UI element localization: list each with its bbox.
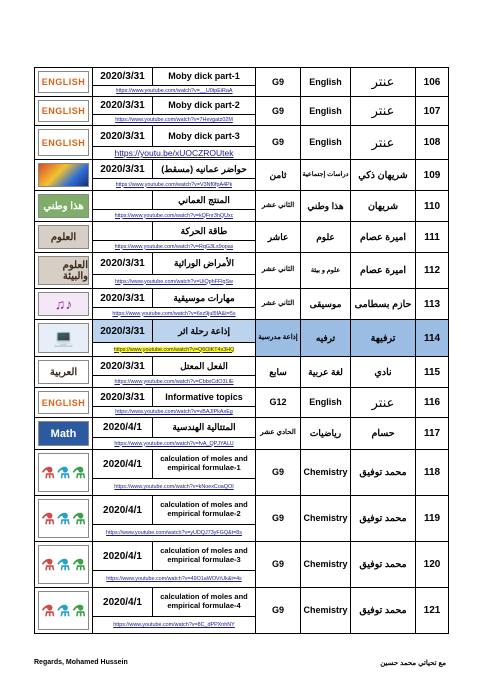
grade-label: الثاني عشر — [261, 299, 295, 307]
lesson-thumbnail — [35, 357, 93, 388]
lesson-title: المتتالية الهندسية — [172, 422, 236, 433]
lesson-thumbnail — [35, 97, 93, 126]
subject-label: Chemistry — [303, 467, 348, 478]
grade-label: G9 — [272, 559, 285, 570]
lesson-video-link[interactable]: https://www.youtube.com/watch?v=fvA_QPJYALU — [114, 440, 234, 447]
lesson-title: Moby dick part-2 — [168, 100, 240, 111]
teacher-name: محمد توفيق — [359, 467, 407, 478]
row-number: 117 — [423, 428, 441, 439]
subject-label: Chemistry — [303, 559, 348, 570]
subject-label: Chemistry — [303, 605, 348, 616]
row-number: 111 — [424, 231, 440, 243]
lesson-date: 2020/3/31 — [100, 130, 145, 142]
lesson-video-link[interactable]: https://youtu.be/xUOCZROUtek — [114, 148, 234, 158]
grade-label: إذاعة مدرسية — [258, 333, 298, 341]
lesson-title: حواضر عمانيه (مسقط) — [161, 163, 247, 174]
subject-logo-icon: العلوم والبيئة — [38, 256, 89, 285]
lesson-info-cell — [93, 68, 256, 97]
grade-label: G9 — [272, 513, 285, 524]
subject-logo-icon: هذا وطني — [38, 194, 89, 218]
teacher-name: عنتر — [371, 394, 395, 410]
lab-flasks-icon: ⚗ ⚗ ⚗ — [38, 499, 89, 538]
lesson-title: مهارات موسيقية — [173, 292, 235, 303]
lesson-date: 2020/3/31 — [100, 325, 145, 337]
teacher-name: محمد توفيق — [359, 513, 407, 524]
teacher-name: اميرة عصام — [359, 231, 407, 243]
grade-label: G9 — [272, 605, 285, 616]
table-row — [35, 68, 449, 97]
lesson-thumbnail — [35, 320, 93, 357]
table-row — [35, 320, 449, 357]
grade-label: ثامن — [269, 169, 287, 180]
lesson-date: 2020/3/31 — [100, 391, 145, 403]
lesson-video-link[interactable]: https://www.youtube.com/watch?v=CbbxCdO3LIE — [114, 378, 234, 385]
lesson-date: 2020/3/31 — [100, 360, 145, 372]
lesson-video-link[interactable]: https://www.youtube.com/watch?v=6xz9jul5fA&t=5s — [112, 310, 236, 317]
lesson-thumbnail — [35, 253, 93, 289]
lesson-video-link[interactable]: https://www.youtube.com/watch?v=yUDQJ73yFGQ&t=8s — [105, 530, 243, 536]
table-row — [35, 542, 449, 588]
teacher-name: عنتر — [371, 134, 395, 150]
teacher-name: نادي — [374, 366, 392, 378]
grade-label: G9 — [272, 137, 285, 148]
lesson-info-cell — [93, 418, 256, 450]
subject-label: English — [309, 105, 342, 116]
lesson-video-link[interactable]: https://www.youtube.com/watch?v=UiQphFFlqSw — [115, 278, 233, 285]
row-number: 109 — [423, 169, 441, 181]
lesson-info-cell — [93, 496, 256, 542]
grade-label: G9 — [272, 76, 285, 87]
lesson-date: 2020/3/31 — [100, 258, 145, 269]
table-row — [35, 388, 449, 418]
lesson-title: calculation of moles and empirical formulae-4 — [160, 592, 248, 610]
grade-label: الثاني عشر — [261, 201, 295, 209]
lesson-video-link[interactable]: https://www.youtube.com/watch?v=V3Nf0fpA4Pk — [115, 181, 233, 188]
lesson-info-cell — [93, 450, 256, 496]
grade-label: الثاني عشر — [261, 266, 295, 274]
lesson-video-link[interactable]: https://www.youtube.com/watch?v=__U0tpEiRaA — [115, 88, 233, 94]
teacher-name: حازم بسطامى — [354, 298, 412, 310]
row-number: 120 — [423, 559, 441, 570]
lesson-info-cell — [93, 126, 256, 160]
row-number: 118 — [423, 467, 441, 478]
table-row — [35, 357, 449, 388]
lesson-title: المنتج العماني — [178, 194, 230, 205]
lesson-date: 2020/4/1 — [103, 550, 142, 562]
teacher-name: محمد توفيق — [359, 559, 407, 570]
row-number: 119 — [423, 513, 441, 524]
grade-label: G9 — [272, 105, 285, 116]
table-row — [35, 496, 449, 542]
lesson-info-cell — [93, 542, 256, 588]
subject-label: ترفيه — [315, 332, 336, 343]
map-thumbnail-icon — [38, 163, 89, 187]
row-number: 108 — [423, 137, 441, 148]
row-number: 107 — [423, 105, 441, 117]
lesson-info-cell — [93, 191, 256, 222]
lesson-title: Informative topics — [165, 391, 243, 402]
row-number: 121 — [423, 605, 441, 616]
table-row — [35, 97, 449, 126]
teacher-name: عنتر — [371, 103, 395, 118]
subject-logo-icon: العربية — [38, 360, 89, 384]
lesson-date: 2020/4/1 — [103, 596, 142, 608]
table-row — [35, 289, 449, 320]
subject-label: دراسات إجتماعية — [302, 171, 349, 179]
teacher-name: شريهان ذكي — [358, 169, 408, 181]
footer-signature-ar: مع تحياتي محمد حسين — [380, 660, 446, 667]
lab-flasks-icon: ⚗ ⚗ ⚗ — [38, 545, 89, 584]
english-logo-icon: ENGLISH — [38, 71, 89, 93]
lesson-date: 2020/4/1 — [103, 458, 142, 470]
subject-label: موسيقى — [309, 298, 342, 309]
row-number: 116 — [423, 397, 441, 408]
table-row — [35, 418, 449, 450]
row-number: 110 — [423, 200, 441, 212]
lesson-info-cell — [93, 320, 256, 357]
teacher-name: اميرة عصام — [359, 265, 407, 276]
lesson-info-cell — [93, 357, 256, 388]
lesson-title: طاقة الحركة — [180, 225, 228, 236]
lesson-thumbnail — [35, 126, 93, 160]
lesson-video-link[interactable]: https://www.youtube.com/watch?v=vBAJIPkAxEg — [115, 409, 233, 415]
subject-label: English — [309, 137, 342, 148]
english-logo-icon: ENGLISH — [38, 100, 89, 122]
lessons-table — [34, 67, 449, 634]
lesson-title: calculation of moles and empirical formulae-3 — [160, 546, 248, 564]
lesson-video-link[interactable]: https://www.youtube.com/watch?v=kNoexCoaQOI — [114, 484, 234, 490]
table-row — [35, 222, 449, 253]
row-number: 112 — [423, 265, 441, 276]
lesson-video-link[interactable]: https://www.youtube.com/watch?v=7Hevgatz02M — [115, 117, 233, 123]
lesson-thumbnail — [35, 160, 93, 191]
lesson-video-link[interactable]: https://www.youtube.com/watch?v=Q6OiKT4x3HQ — [113, 346, 235, 353]
subject-label: هذا وطني — [307, 200, 344, 211]
math-logo-icon: Math — [38, 421, 89, 446]
computer-icon: 💻 — [38, 323, 89, 353]
subject-label: لغة عربية — [308, 366, 343, 377]
subject-label: English — [309, 76, 342, 87]
lesson-info-cell — [93, 253, 256, 289]
row-number: 113 — [423, 298, 441, 310]
grade-label: سابع — [269, 366, 287, 377]
english-logo-icon: ENGLISH — [38, 129, 89, 156]
lesson-thumbnail — [35, 191, 93, 222]
teacher-name: محمد توفيق — [359, 605, 407, 616]
lesson-title: الفعل المعتل — [180, 360, 228, 371]
table-row — [35, 450, 449, 496]
lesson-thumbnail — [35, 388, 93, 418]
lesson-date: 2020/4/1 — [103, 504, 142, 516]
lesson-video-link[interactable]: https://www.youtube.com/watch?v=49O1aWOVrUk&t=4s — [106, 576, 242, 582]
lesson-title: Moby dick part-1 — [168, 71, 240, 82]
lesson-thumbnail — [35, 588, 93, 634]
english-logo-icon: ENGLISH — [38, 391, 89, 414]
lesson-info-cell — [93, 388, 256, 418]
lesson-date: 2020/3/31 — [100, 71, 145, 82]
lesson-title: Moby dick part-3 — [168, 130, 240, 141]
row-number: 115 — [423, 366, 441, 378]
subject-label: Chemistry — [303, 513, 348, 524]
table-row — [35, 126, 449, 160]
lesson-info-cell — [93, 160, 256, 191]
subject-label: علوم — [316, 231, 335, 242]
lesson-title: calculation of moles and empirical formulae-1 — [160, 454, 248, 472]
subject-label: English — [309, 397, 342, 408]
lesson-info-cell — [93, 588, 256, 634]
teacher-name: شريهان — [367, 200, 399, 212]
grade-label: الحادي عشر — [260, 429, 296, 437]
table-row — [35, 160, 449, 191]
lesson-title: calculation of moles and empirical formulae-2 — [160, 500, 248, 518]
grade-label: G12 — [269, 397, 287, 408]
lesson-thumbnail — [35, 222, 93, 253]
subject-label: علوم و بيئة — [310, 266, 341, 274]
lesson-thumbnail — [35, 68, 93, 97]
lesson-title: الأمراض الوراثية — [173, 258, 235, 269]
lesson-date: 2020/3/31 — [100, 292, 145, 304]
lesson-video-link[interactable]: https://www.youtube.com/watch?v=kQFnr3hQUxc — [114, 212, 234, 219]
row-number: 106 — [423, 76, 441, 88]
grade-label: G9 — [272, 467, 285, 478]
subject-label: رياضيات — [309, 428, 342, 439]
lesson-thumbnail — [35, 289, 93, 320]
lesson-title: إذاعة رحلة اثر — [178, 325, 230, 336]
lesson-info-cell — [93, 97, 256, 126]
table-row — [35, 588, 449, 634]
footer-signature-en: Regards, Mohamed Hussein — [34, 659, 128, 666]
grade-label: عاشر — [267, 231, 289, 242]
lesson-thumbnail — [35, 542, 93, 588]
lab-flasks-icon: ⚗ ⚗ ⚗ — [38, 591, 89, 630]
teacher-name: ترفيهة — [370, 332, 396, 344]
lab-flasks-icon: ⚗ ⚗ ⚗ — [38, 453, 89, 492]
lesson-video-link[interactable]: https://www.youtube.com/watch?v=RqG3Ls9opas — [114, 243, 234, 250]
lesson-date: 2020/4/1 — [103, 422, 142, 433]
subject-logo-icon: العلوم — [38, 225, 89, 249]
lesson-info-cell — [93, 222, 256, 253]
lesson-thumbnail — [35, 418, 93, 450]
lesson-thumbnail — [35, 450, 93, 496]
lesson-info-cell — [93, 289, 256, 320]
teacher-name: حسام — [371, 428, 395, 439]
music-notes-icon: ♫♪ — [38, 292, 89, 316]
table-row — [35, 191, 449, 222]
row-number: 114 — [423, 332, 441, 344]
lesson-date: 2020/3/31 — [100, 100, 145, 111]
teacher-name: عنتر — [371, 74, 395, 89]
lesson-thumbnail — [35, 496, 93, 542]
lesson-video-link[interactable]: https://www.youtube.com/watch?v=8C_dPPXnhNY — [113, 622, 235, 628]
table-row — [35, 253, 449, 289]
lesson-date: 2020/3/31 — [100, 163, 145, 175]
